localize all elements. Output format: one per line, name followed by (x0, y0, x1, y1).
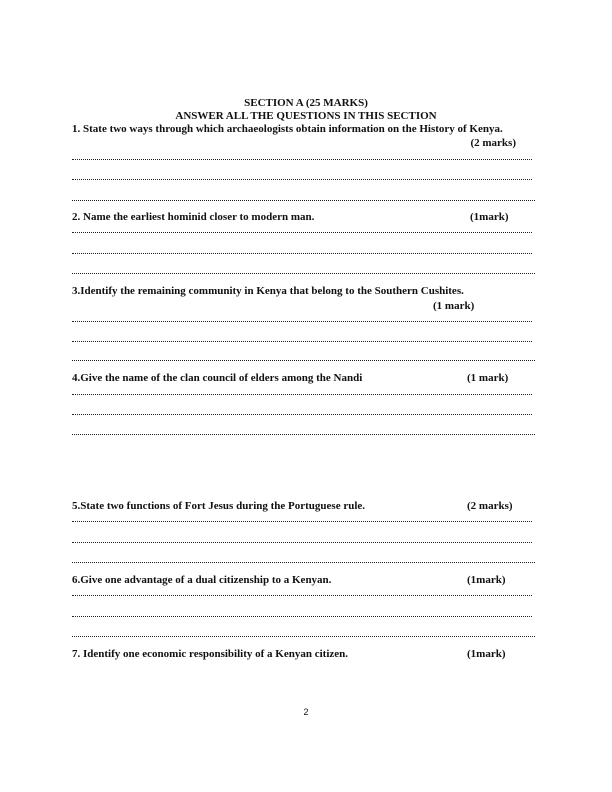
answer-line[interactable] (72, 159, 532, 160)
question-3: 3.Identify the remaining community in Kenya that belong to the Southern Cushites. (72, 285, 464, 297)
question-6-marks: (1mark) (467, 574, 506, 586)
question-1-marks: (2 marks) (470, 137, 516, 149)
answer-line[interactable] (72, 636, 535, 637)
answer-line[interactable] (72, 521, 532, 522)
question-2: 2. Name the earliest hominid closer to modern man. (72, 211, 315, 223)
answer-line[interactable] (72, 273, 535, 274)
question-3-marks: (1 mark) (433, 300, 475, 312)
answer-line[interactable] (72, 414, 532, 415)
question-5-marks: (2 marks) (467, 500, 513, 512)
question-2-marks: (1mark) (470, 211, 509, 223)
section-instruction: ANSWER ALL THE QUESTIONS IN THIS SECTION (175, 110, 437, 122)
answer-line[interactable] (72, 562, 535, 563)
answer-line[interactable] (72, 232, 532, 233)
answer-line[interactable] (72, 595, 532, 596)
answer-line[interactable] (72, 434, 535, 435)
question-6: 6.Give one advantage of a dual citizenship to a Kenyan. (72, 574, 332, 586)
answer-line[interactable] (72, 341, 532, 342)
question-4: 4.Give the name of the clan council of elders among the Nandi (72, 372, 363, 384)
answer-line[interactable] (72, 394, 532, 395)
question-5: 5.State two functions of Fort Jesus during the Portuguese rule. (72, 500, 366, 512)
answer-line[interactable] (72, 616, 532, 617)
answer-line[interactable] (72, 360, 535, 361)
answer-line[interactable] (72, 200, 535, 201)
section-title: SECTION A (25 MARKS) (244, 97, 368, 109)
answer-line[interactable] (72, 179, 532, 180)
answer-line[interactable] (72, 542, 532, 543)
question-1: 1. State two ways through which archaeologists obtain information on the History of Kenya. (72, 123, 503, 135)
answer-line[interactable] (72, 321, 532, 322)
answer-line[interactable] (72, 253, 532, 254)
question-7-marks: (1mark) (467, 648, 506, 660)
page-number: 2 (303, 707, 309, 717)
question-4-marks: (1 mark) (467, 372, 509, 384)
question-7: 7. Identify one economic responsibility of a Kenyan citizen. (72, 648, 349, 660)
